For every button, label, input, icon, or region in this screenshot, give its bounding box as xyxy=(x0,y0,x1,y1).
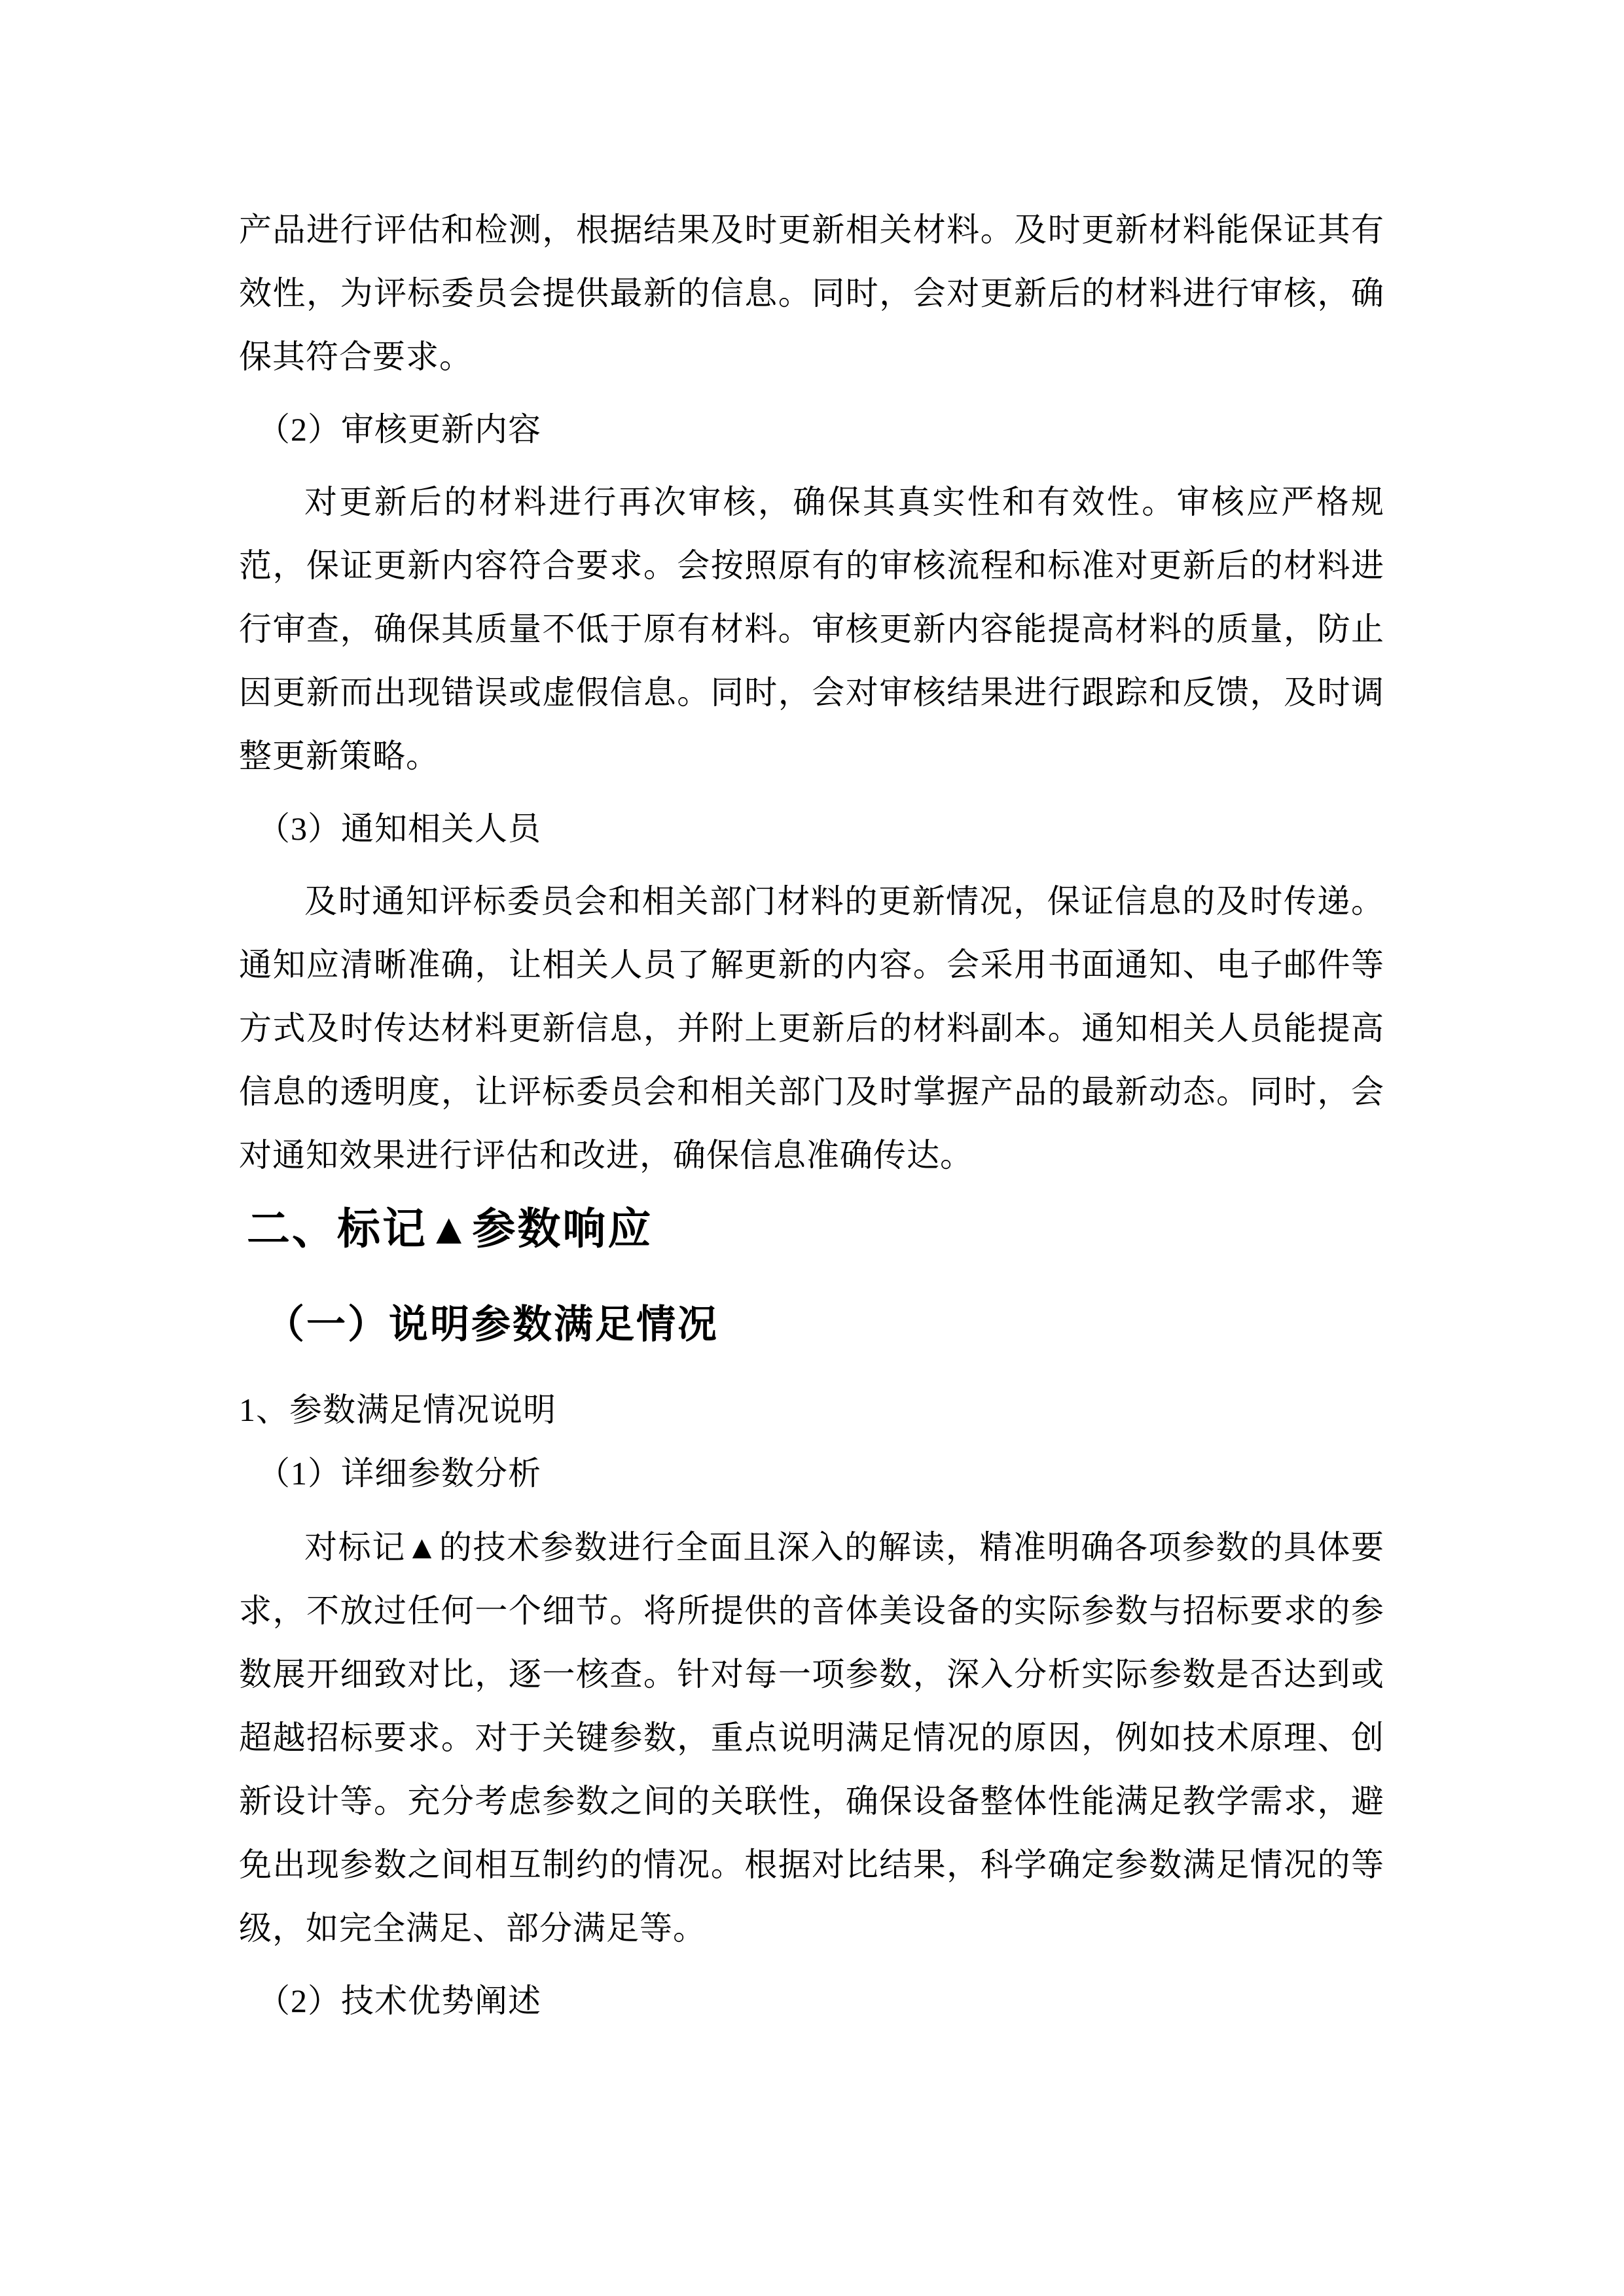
document-content xyxy=(239,198,1384,2033)
section-heading-parameter-satisfaction: （一）说明参数满足情况 xyxy=(265,1303,719,1346)
sub-item-heading-technical-advantage: （2）技术优势阐述 xyxy=(257,1982,541,2019)
numbered-heading-parameter-satisfaction-description: 1、参数满足情况说明 xyxy=(239,1391,556,1428)
item-heading-review-updated-content: （2）审核更新内容 xyxy=(257,411,541,448)
item-heading-notify-personnel: （3）通知相关人员 xyxy=(257,810,541,847)
chapter-heading-marked-parameter-response: 二、标记▲参数响应 xyxy=(247,1204,653,1253)
body-paragraph-continuation: 产品进行评估和检测，根据结果及时更新相关材料。及时更新材料能保证其有效性，为评标委员会提供最新的信息。同时，会对更新后的材料进行审核，确保其符合要求。 xyxy=(239,211,1384,375)
body-paragraph-notify: 及时通知评标委员会和相关部门材料的更新情况，保证信息的及时传递。通知应清晰准确，让相关人员了解更新的内容。会采用书面通知、电子邮件等方式及时传达材料更新信息，并附上更新后的材料副本。通知相关人员能提高信息的透明度，让评标委员会和相关部门及时掌握产品的最新动态。同时，会对通知效果进行评估和改进，确保信息准确传达。 xyxy=(239,883,1384,1174)
body-paragraph-parameter-analysis: 对标记▲的技术参数进行全面且深入的解读，精准明确各项参数的具体要求，不放过任何一个细节。将所提供的音体美设备的实际参数与招标要求的参数展开细致对比，逐一核查。针对每一项参数，深入分析实际参数是否达到或超越招标要求。对于关键参数，重点说明满足情况的原因，例如技术原理、创新设计等。充分考虑参数之间的关联性，确保设备整体性能满足教学需求，避免出现参数之间相互制约的情况。根据对比结果，科学确定参数满足情况的等级，如完全满足、部分满足等。 xyxy=(239,1529,1384,1946)
sub-item-heading-detailed-parameter-analysis: （1）详细参数分析 xyxy=(257,1455,541,1492)
body-paragraph-review: 对更新后的材料进行再次审核，确保其真实性和有效性。审核应严格规范，保证更新内容符合要求。会按照原有的审核流程和标准对更新后的材料进行审查，确保其质量不低于原有材料。审核更新内容能提高材料的质量，防止因更新而出现错误或虚假信息。同时，会对审核结果进行跟踪和反馈，及时调整更新策略。 xyxy=(239,484,1384,774)
